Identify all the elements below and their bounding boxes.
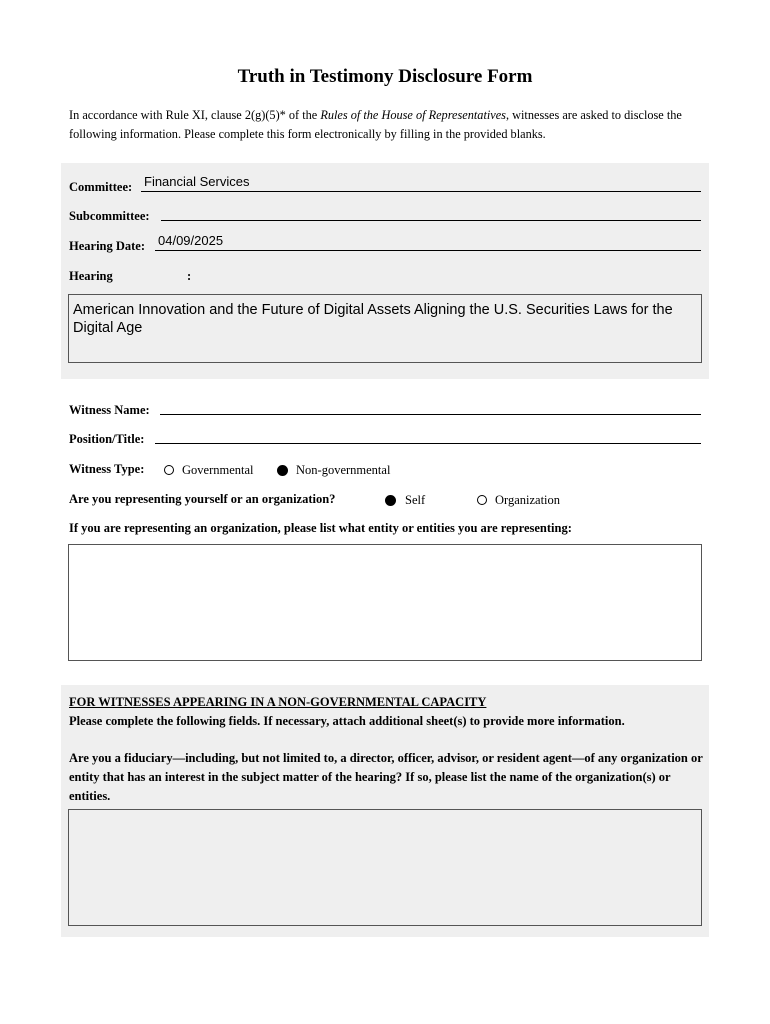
position-title-field[interactable] xyxy=(155,443,701,444)
fiduciary-box[interactable] xyxy=(68,809,702,926)
witness-name-label: Witness Name: xyxy=(69,403,150,417)
governmental-option-label: Governmental xyxy=(182,463,254,477)
representing-self-option[interactable] xyxy=(385,491,425,509)
hearing-title-value: American Innovation and the Future of Digital Assets Aligning the U.S. Securities Laws for the Digital Age xyxy=(73,302,673,336)
hearing-title-colon: : xyxy=(187,269,192,283)
governmental-radio[interactable] xyxy=(164,465,174,475)
witness-type-governmental-option[interactable] xyxy=(164,461,254,479)
fiduciary-question: Are you a fiduciary—including, but not limited to, a director, officer, advisor, or resident agent—of any organization or entity that has an interest in the subject matter of the hearing? If so, please list the name of the organization(s) or entities. xyxy=(69,751,703,803)
hearing-date-value: 04/09/2025 xyxy=(158,233,224,248)
subcommittee-field[interactable] xyxy=(161,220,701,221)
committee-field[interactable] xyxy=(141,191,701,192)
fiduciary-value xyxy=(69,810,701,816)
form-title: Truth in Testimony Disclosure Form xyxy=(237,66,533,87)
intro-text-1: In accordance with Rule XI, clause 2(g)(5)* of the xyxy=(69,108,321,122)
position-title-label: Position/Title: xyxy=(69,432,145,446)
hearing-date-field[interactable] xyxy=(155,250,701,251)
nongovernmental-radio[interactable] xyxy=(277,465,288,476)
hearing-date-label: Hearing Date: xyxy=(69,239,146,253)
nongovernmental-instructions: Please complete the following fields. If necessary, attach additional sheet(s) to provide more information. xyxy=(69,714,625,728)
committee-value: Financial Services xyxy=(144,174,250,189)
intro-rules-title: Rules of the House of Representatives xyxy=(320,108,506,122)
committee-label: Committee: xyxy=(69,180,133,194)
self-option-label: Self xyxy=(405,493,426,507)
nongovernmental-heading: FOR WITNESSES APPEARING IN A NON-GOVERNMENTAL CAPACITY xyxy=(69,695,487,709)
organization-option-label: Organization xyxy=(495,493,561,507)
witness-type-label: Witness Type: xyxy=(69,462,145,476)
entities-box[interactable] xyxy=(68,544,702,661)
organization-radio[interactable] xyxy=(477,495,487,505)
representing-question-label: Are you representing yourself or an organization? xyxy=(69,492,336,506)
hearing-title-box[interactable] xyxy=(68,294,702,363)
witness-name-field[interactable] xyxy=(160,414,701,415)
nongovernmental-option-label: Non-governmental xyxy=(296,463,391,477)
hearing-title-label: Hearing xyxy=(69,269,113,283)
subcommittee-label: Subcommittee: xyxy=(69,209,150,223)
entities-value xyxy=(69,545,701,551)
representing-organization-option[interactable] xyxy=(477,491,560,509)
entities-label: If you are representing an organization, please list what entity or entities you are representing: xyxy=(69,521,572,535)
self-radio[interactable] xyxy=(385,495,396,506)
intro-text-2: , witnesses are asked to disclose the following information. Please complete this form electronically by filling in the provided blanks. xyxy=(69,108,682,141)
witness-type-nongovernmental-option[interactable] xyxy=(277,461,390,479)
intro-paragraph xyxy=(69,106,709,144)
